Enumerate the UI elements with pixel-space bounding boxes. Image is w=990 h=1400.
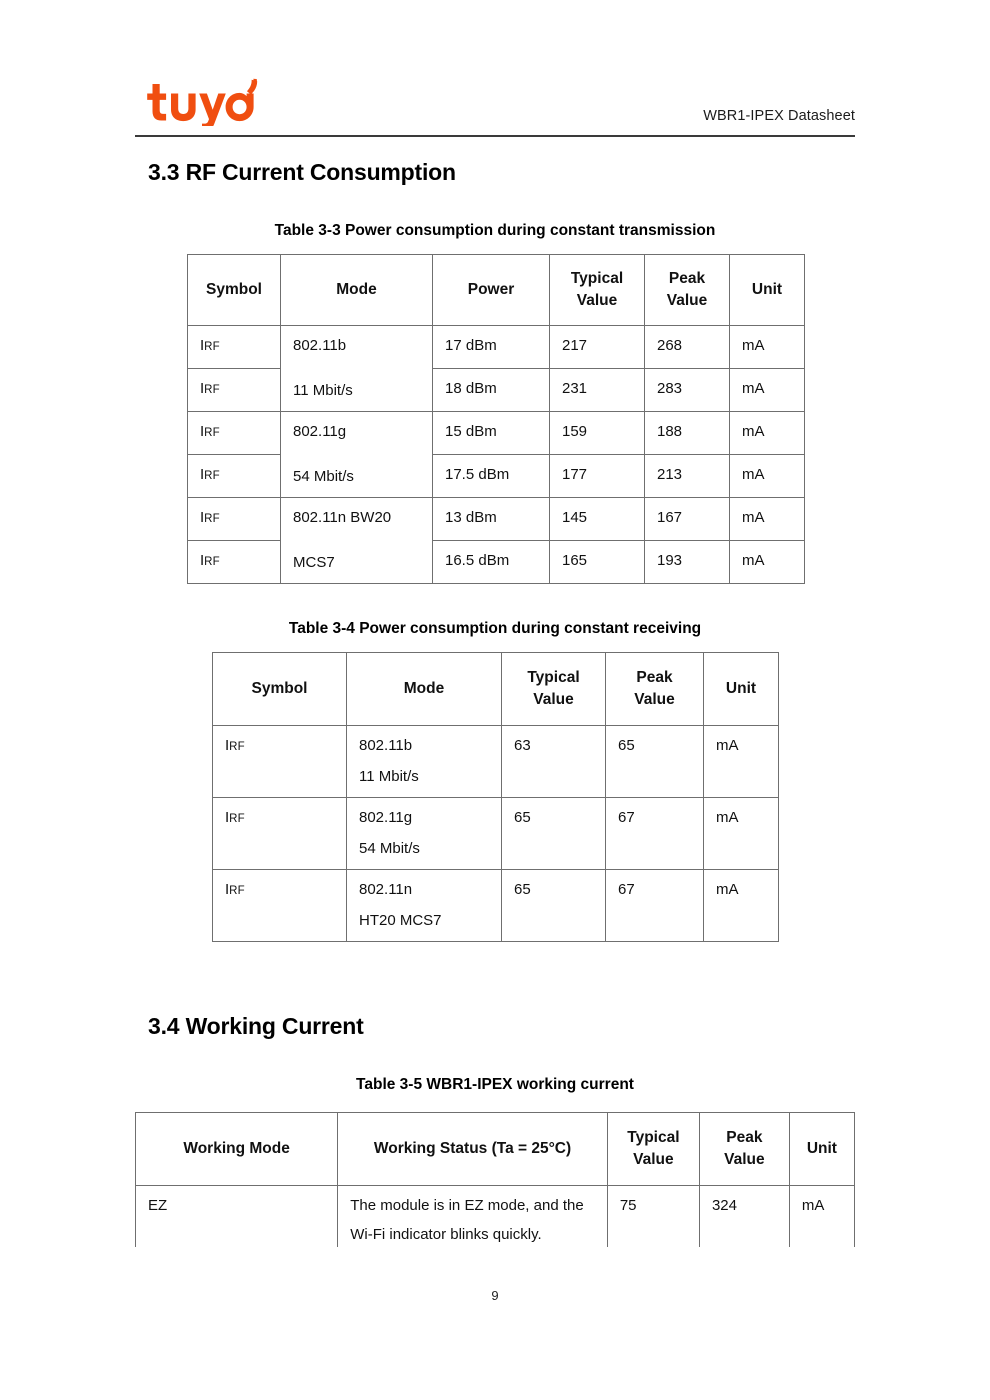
cell-symbol: [188, 498, 281, 541]
col-header-unit: Unit: [789, 1113, 854, 1186]
col-header-symbol: Symbol: [188, 255, 281, 326]
section-heading-working-current: 3.4 Working Current: [148, 1013, 364, 1039]
table-3-3: [187, 254, 805, 584]
symbol-base: I: [200, 423, 205, 440]
cell-symbol: [188, 412, 281, 455]
cell-symbol: [188, 326, 281, 369]
symbol-base: I: [200, 466, 205, 483]
cell-typical: 65: [502, 798, 606, 870]
symbol-subscript: RF: [204, 513, 220, 525]
symbol-subscript: RF: [229, 813, 245, 825]
mode-line-1: 802.11n BW20: [293, 509, 392, 526]
cell-mode: [347, 726, 502, 798]
document-title: WBR1-IPEX Datasheet: [703, 108, 855, 124]
col-header-typical-line2: Value: [633, 1151, 674, 1168]
col-header-mode: Mode: [281, 255, 433, 326]
col-header-peak-value: [606, 653, 704, 726]
table-row: [188, 498, 805, 541]
col-header-peak-value: [699, 1113, 789, 1186]
mode-line-2: MCS7: [293, 553, 335, 571]
table-3-5-caption: Table 3-5 WBR1-IPEX working current: [356, 1076, 634, 1093]
table-row: [136, 1186, 855, 1257]
status-line-2: Wi-Fi indicator blinks quickly.: [350, 1225, 542, 1243]
cell-symbol: [213, 726, 347, 798]
col-header-mode: Mode: [347, 653, 502, 726]
cell-symbol: [188, 541, 281, 584]
page-header: [135, 70, 855, 136]
col-header-peak-line1: Peak: [636, 668, 673, 686]
cell-power: 17.5 dBm: [433, 455, 550, 498]
symbol-base: I: [200, 552, 205, 569]
cell-unit: mA: [730, 498, 805, 541]
col-header-typical-line2: Value: [576, 292, 618, 309]
cell-peak: 324: [699, 1186, 789, 1257]
table-row: [188, 541, 805, 584]
col-header-typical-line1: Typical: [570, 269, 624, 287]
header-divider: [135, 135, 855, 137]
cell-peak: 283: [645, 369, 730, 412]
table-row: [213, 798, 779, 870]
cell-unit: mA: [789, 1186, 854, 1257]
tuya-logo: [143, 78, 263, 126]
page-break-clip: [0, 1247, 990, 1257]
col-header-typical-value: [502, 653, 606, 726]
col-header-peak-value: [645, 255, 730, 326]
table-3-4-caption: Table 3-4 Power consumption during constant receiving: [288, 620, 702, 637]
symbol-base: I: [225, 881, 230, 898]
cell-unit: mA: [704, 798, 779, 870]
cell-typical: 75: [607, 1186, 699, 1257]
cell-typical: 217: [550, 326, 645, 369]
table-3-4-header-row: [213, 653, 779, 726]
page-number: 9: [491, 1288, 499, 1303]
mode-line-2: 11 Mbit/s: [359, 767, 419, 785]
cell-mode: [347, 870, 502, 942]
col-header-typical-line1: Typical: [527, 668, 580, 686]
status-line-1: The module is in EZ mode, and the: [350, 1197, 584, 1214]
table-row: [188, 369, 805, 412]
cell-symbol: [213, 870, 347, 942]
cell-unit: mA: [704, 870, 779, 942]
col-header-typical-line1: Typical: [627, 1128, 680, 1146]
col-header-symbol: Symbol: [213, 653, 347, 726]
col-header-unit: Unit: [704, 653, 779, 726]
tuya-logo-mark: [143, 78, 263, 126]
cell-peak: 67: [606, 798, 704, 870]
mode-line-2: 11 Mbit/s: [293, 381, 353, 399]
mode-line-1: 802.11g: [359, 809, 413, 826]
cell-peak: 268: [645, 326, 730, 369]
cell-working-mode: EZ: [136, 1186, 338, 1257]
cell-unit: mA: [730, 412, 805, 455]
col-header-typical-value: [550, 255, 645, 326]
col-header-typical-line2: Value: [533, 691, 574, 708]
cell-peak: 67: [606, 870, 704, 942]
cell-peak: 188: [645, 412, 730, 455]
cell-typical: 231: [550, 369, 645, 412]
col-header-typical-value: [607, 1113, 699, 1186]
table-3-5: [135, 1112, 855, 1257]
symbol-subscript: RF: [204, 384, 220, 396]
mode-line-1: 802.11n: [359, 881, 413, 898]
table-3-3-header-row: [188, 255, 805, 326]
cell-typical: 145: [550, 498, 645, 541]
table-row: [188, 412, 805, 455]
cell-typical: 65: [502, 870, 606, 942]
table-3-5-header-row: [136, 1113, 855, 1186]
cell-peak: 167: [645, 498, 730, 541]
symbol-base: I: [225, 737, 230, 754]
col-header-working-status: Working Status (Ta = 25°C): [338, 1113, 608, 1186]
cell-unit: mA: [730, 541, 805, 584]
cell-mode-group-1: [281, 326, 433, 412]
cell-power: 18 dBm: [433, 369, 550, 412]
cell-typical: 63: [502, 726, 606, 798]
symbol-subscript: RF: [229, 741, 245, 753]
col-header-peak-line1: Peak: [726, 1128, 763, 1146]
cell-unit: mA: [704, 726, 779, 798]
symbol-base: I: [225, 809, 230, 826]
symbol-subscript: RF: [204, 427, 220, 439]
cell-typical: 165: [550, 541, 645, 584]
cell-mode-group-2: [281, 412, 433, 498]
symbol-subscript: RF: [204, 556, 220, 568]
col-header-peak-line1: Peak: [668, 269, 706, 287]
cell-typical: 177: [550, 455, 645, 498]
col-header-peak-line2: Value: [634, 691, 675, 708]
cell-unit: mA: [730, 455, 805, 498]
cell-unit: mA: [730, 369, 805, 412]
symbol-base: I: [200, 380, 205, 397]
cell-mode: [347, 798, 502, 870]
col-header-unit: Unit: [730, 255, 805, 326]
mode-line-1: 802.11b: [293, 337, 347, 354]
table-row: [188, 326, 805, 369]
cell-peak: 213: [645, 455, 730, 498]
mode-line-2: HT20 MCS7: [359, 911, 442, 929]
cell-typical: 159: [550, 412, 645, 455]
table-row: [213, 870, 779, 942]
symbol-subscript: RF: [204, 341, 220, 353]
cell-power: 15 dBm: [433, 412, 550, 455]
cell-symbol: [188, 455, 281, 498]
col-header-working-mode: Working Mode: [136, 1113, 338, 1186]
table-row: [188, 455, 805, 498]
cell-peak: 65: [606, 726, 704, 798]
col-header-power: Power: [433, 255, 550, 326]
cell-symbol: [188, 369, 281, 412]
table-row: [213, 726, 779, 798]
cell-peak: 193: [645, 541, 730, 584]
cell-unit: mA: [730, 326, 805, 369]
mode-line-2: 54 Mbit/s: [293, 467, 354, 485]
cell-working-status: [338, 1186, 608, 1257]
mode-line-1: 802.11b: [359, 737, 413, 754]
table-3-4: [212, 652, 779, 942]
mode-line-1: 802.11g: [293, 423, 347, 440]
cell-power: 16.5 dBm: [433, 541, 550, 584]
mode-line-2: 54 Mbit/s: [359, 839, 420, 857]
cell-power: 13 dBm: [433, 498, 550, 541]
col-header-peak-line2: Value: [724, 1151, 765, 1168]
cell-power: 17 dBm: [433, 326, 550, 369]
col-header-peak-line2: Value: [666, 292, 708, 309]
symbol-base: I: [200, 509, 205, 526]
symbol-subscript: RF: [229, 885, 245, 897]
cell-symbol: [213, 798, 347, 870]
table-3-3-caption: Table 3-3 Power consumption during constant transmission: [274, 222, 716, 239]
section-heading-rf-current: 3.3 RF Current Consumption: [148, 159, 456, 185]
symbol-subscript: RF: [204, 470, 220, 482]
symbol-base: I: [200, 337, 205, 354]
cell-mode-group-3: [281, 498, 433, 584]
